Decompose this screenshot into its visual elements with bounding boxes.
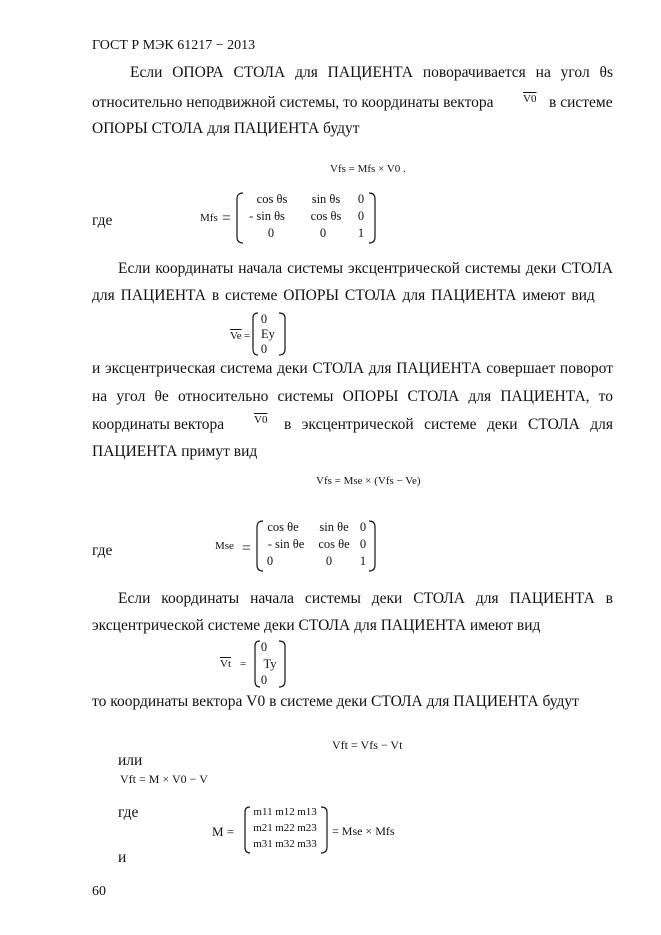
equation-1: Vfs = Mfs × V0 . [330,163,406,175]
matrix-cell: cos θs [256,192,288,206]
matrix-cell: 1 [357,226,365,240]
matrix-cell: 0 [359,520,367,534]
paragraph-2-line-1: Если координаты начала системы эксцентрической системы деки СТОЛА [118,260,613,277]
where-label-1: где [92,212,113,229]
vector-cell: 0 [260,640,268,654]
or-label: или [118,752,143,769]
matrix-cell: 0 [266,554,274,568]
vector-v0-inline [523,93,536,105]
paragraph-3-line-2: на угол θe относительно системы ОПОРЫ СТОЛА для ПАЦИЕНТА, то [92,388,613,405]
vector-ve-equals: = [244,330,251,342]
matrix-cell: cos θs [310,209,342,223]
vector-cell: Ey [261,327,275,341]
paragraph-1-line-2a: относительно неподвижной системы, то координаты вектора [92,94,494,111]
matrix-cell: m22 [275,822,295,834]
matrix-cell: 1 [359,554,367,568]
matrix-cell: - sin θs [249,209,285,223]
vector-cell: 0 [260,673,268,687]
matrix-mfs-name: Mfs [200,212,218,224]
matrix-cell: m21 [253,822,273,834]
matrix-mfs-equals: = [222,210,231,227]
where-label-2: где [92,542,113,559]
paragraph-4-line-2: эксцентрической системе деки СТОЛА для ПАЦИЕНТА имеют вид [92,617,541,634]
vector-v0-label: V0 [254,414,268,426]
matrix-mse-name: Mse [215,540,234,552]
vector-vt [254,640,286,688]
matrix-cell: cos θe [267,520,299,534]
equation-3: Vft = Vfs − Vt [332,738,403,752]
matrix-cell: m11 [253,806,273,818]
matrix-cell: - sin θe [267,537,305,551]
paragraph-1-line-1: Если ОПОРА СТОЛА для ПАЦИЕНТА поворачивается на угол θs [130,64,613,81]
paragraph-3-line-1: и эксцентрическая система деки СТОЛА для ПАЦИЕНТА совершает поворот [92,360,613,377]
paragraph-3-line-4: ПАЦИЕНТА примут вид [92,443,258,460]
matrix-cell: m12 [275,806,295,818]
vector-ve-label: $\overline{Ve}$ [230,330,242,342]
document-header: ГОСТ Р МЭК 61217 − 2013 [92,38,256,53]
and-label: и [118,849,127,866]
matrix-cell: 0 [267,226,275,240]
matrix-cell: 0 [357,192,365,206]
page-number: 60 [92,884,106,899]
vector-cell: 0 [260,342,268,356]
matrix-cell: m23 [297,822,317,834]
matrix-cell: m13 [297,806,317,818]
vector-ve-name [230,330,242,342]
matrix-m [244,806,328,854]
vector-vt-name [220,658,231,670]
matrix-cell: sin θe [319,520,349,534]
vector-ve [252,312,286,356]
matrix-mse [256,520,376,572]
equation-4: Vft = M × V0 − V [120,772,208,786]
paragraph-2-line-2: для ПАЦИЕНТА в системе ОПОРЫ СТОЛА для ПАЦИЕНТА имеют вид [92,287,595,304]
paragraph-5: то координаты вектора V0 в системе деки СТОЛА для ПАЦИЕНТА будут [92,693,579,710]
paragraph-4-line-1: Если координаты начала системы деки СТОЛА для ПАЦИЕНТА в [118,590,613,607]
matrix-mfs [236,192,376,244]
vector-cell: 0 [260,312,268,326]
paragraph-3-line-3a: координаты вектора [92,416,225,433]
matrix-cell: m32 [275,838,295,850]
matrix-m-rhs: = Mse × Mfs [332,824,395,838]
vector-vt-equals: = [240,658,247,670]
vector-cell: Ty [263,657,277,671]
where-label-3: где [118,804,139,821]
matrix-cell: cos θe [318,537,350,551]
matrix-cell: 0 [359,537,367,551]
vector-v0-inline-2 [254,414,267,426]
paragraph-3-line-3b: в эксцентрической системе деки СТОЛА для [284,416,613,433]
matrix-cell: 0 [357,209,365,223]
paragraph-1-line-3: ОПОРЫ СТОЛА для ПАЦИЕНТА будут [92,120,360,137]
equation-2: Vfs = Mse × (Vfs − Ve) [316,475,421,487]
matrix-cell: 0 [325,554,333,568]
paragraph-1-line-2b: в системе [549,94,613,111]
matrix-m-name: M = [212,824,235,839]
matrix-cell: sin θs [311,192,341,206]
matrix-mse-equals: = [242,540,251,557]
matrix-cell: m33 [297,838,317,850]
matrix-cell: 0 [319,226,327,240]
vector-vt-label: $\overline{Vt}$ [220,658,231,670]
matrix-cell: m31 [253,838,273,850]
vector-v0-label: V0 [523,93,537,105]
